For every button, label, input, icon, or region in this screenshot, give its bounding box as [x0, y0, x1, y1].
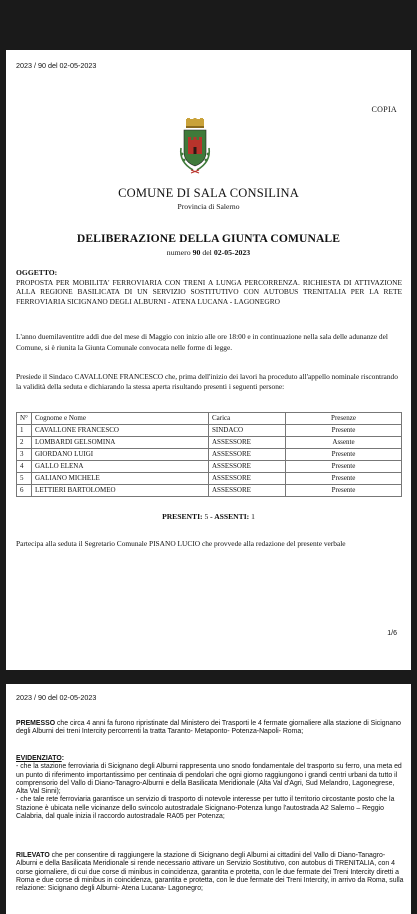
cell-presenza: Presente [286, 461, 402, 473]
cell-name: LETTIERI BARTOLOMEO [32, 485, 209, 497]
premesso-paragraph [16, 720, 406, 737]
intro-paragraph: L'anno duemilaventitre addì due del mese di Maggio con inizio alle ore 18:00 e in continuazione nella sala delle adunanze del Comune, si è riunita la Giunta Comunale convocata nelle forme di legge. [16, 332, 388, 352]
table-row [17, 473, 402, 485]
oggetto-label: OGGETTO: [16, 268, 58, 277]
oggetto-text: PROPOSTA PER MOBILITA' FERROVIARIA CON TRENI A LUNGA PERCORRENZA. RICHIESTA DI ATTIVAZIONE ALLA REGIONE BASILICATA DI UN SERVIZIO SOSTITUTIVO CON AUTOBUS TRENITALIA PER LA RETE FERROVIARIA SICIGNANO DEGLI ALBURNI - ATENA LUCANA - LAGONEGRO [16, 278, 402, 306]
cell-carica: ASSESSORE [209, 461, 286, 473]
deliberazione-title: DELIBERAZIONE DELLA GIUNTA COMUNALE [76, 232, 341, 245]
cell-presenza: Assente [286, 437, 402, 449]
copia-label: COPIA [371, 105, 397, 114]
assenti-label: - ASSENTI: [208, 512, 252, 521]
page-header-reference: 2023 / 90 del 02-05-2023 [16, 693, 97, 702]
cell-presenza: Presente [286, 449, 402, 461]
numero-suffix: del [200, 248, 214, 257]
assenti-value: 1 [251, 512, 255, 521]
cell-number: 5 [17, 473, 32, 485]
premesso-text: che circa 4 anni fa furono ripristinate dal Ministero dei Trasporti le 4 fermate giornaliere alla stazione di Sicignano degli Alburni dei treni Intercity percorrenti la tratta Taranto- Metaponto- Potenza-Napoli- Roma; [16, 720, 401, 736]
presenti-summary [6, 512, 411, 521]
cell-number: 6 [17, 485, 32, 497]
cell-presenza: Presente [286, 485, 402, 497]
cell-number: 1 [17, 425, 32, 437]
deliberazione-number [6, 248, 411, 257]
rilevato-paragraph [16, 852, 406, 893]
page-header-reference: 2023 / 90 del 02-05-2023 [16, 61, 97, 70]
partecipa-paragraph: Partecipa alla seduta il Segretario Comunale PISANO LUCIO che provvede alla redazione del presente verbale [16, 539, 346, 548]
cell-name: LOMBARDI GELSOMINA [32, 437, 209, 449]
numero-prefix: numero [166, 248, 193, 257]
table-row [17, 425, 402, 437]
cell-carica: SINDACO [209, 425, 286, 437]
table-row [17, 449, 402, 461]
municipal-crest-icon [177, 118, 213, 178]
rilevato-label: RILEVATO [16, 852, 50, 859]
cell-number: 4 [17, 461, 32, 473]
table-header-row [17, 413, 402, 425]
page-number: 1/6 [387, 630, 397, 637]
document-page-2 [6, 684, 411, 914]
presenti-label: PRESENTI: [162, 512, 205, 521]
comune-name: COMUNE DI SALA CONSILINA [118, 186, 299, 200]
premesso-label: PREMESSO [16, 720, 56, 727]
cell-name: CAVALLONE FRANCESCO [32, 425, 209, 437]
provincia-name: Provincia di Salerno [177, 202, 240, 211]
cell-name: GALLO ELENA [32, 461, 209, 473]
presiede-paragraph: Presiede il Sindaco CAVALLONE FRANCESCO che, prima dell'inizio dei lavori ha proceduto all'appello nominale riscontrando la validità della seduta e dichiarando la stessa aperta risultando presenti i seguenti persone: [16, 372, 398, 392]
cell-presenza: Presente [286, 473, 402, 485]
table-row [17, 485, 402, 497]
cell-presenza: Presente [286, 425, 402, 437]
evidenziato-paragraph [16, 755, 406, 821]
col-header-number: N° [17, 413, 32, 425]
col-header-name: Cognome e Nome [32, 413, 209, 425]
evidenziato-item-1: - che la stazione ferroviaria di Sicignano degli Alburni rappresenta uno snodo fondamentale del trasporto su ferro, una meta ed un punto di riferimento importantissimo per centinaia di pendolari che ogni giorno raggiungono i grandi centri urbani da tutto il comprensorio del Vallo di Diano-Tanagro-Alburni e della Basilicata Meridionale (Alta Val d'Agri, Sud Melandro, Lagonegrese, Alta Val Sinni); [16, 763, 402, 796]
cell-carica: ASSESSORE [209, 437, 286, 449]
col-header-presenze: Presenze [286, 413, 402, 425]
cell-number: 3 [17, 449, 32, 461]
table-row [17, 437, 402, 449]
cell-name: GIORDANO LUIGI [32, 449, 209, 461]
cell-number: 2 [17, 437, 32, 449]
numero-value: 90 [192, 248, 201, 257]
evidenziato-label: EVIDENZIATO [16, 755, 62, 762]
members-table [16, 412, 402, 497]
cell-carica: ASSESSORE [209, 485, 286, 497]
cell-carica: ASSESSORE [209, 473, 286, 485]
cell-carica: ASSESSORE [209, 449, 286, 461]
document-page-1 [6, 50, 411, 670]
evidenziato-item-2: - che tale rete ferroviaria garantisce un servizio di trasporto di notevole interesse per tutto il territorio circostante posto che la Stazione è ubicata nelle vicinanze dello svincolo autostradale Sicignano-Potenza lungo l'autostrada A2 Salerno – Reggio Calabria, dal quale inizia il raccordo autostradale RA05 per Potenza; [16, 796, 395, 821]
table-row [17, 461, 402, 473]
numero-date: 02-05-2023 [213, 248, 251, 257]
rilevato-text: che per consentire di raggiungere la stazione di Sicignano degli Alburni ai cittadini del Vallo di Diano-Tanagro-Alburni e della Basilicata Meridionale si rende necessario attivare un Servizio Sostitutivo, con autobus di TRENITALIA, con 4 corse giornaliere, di cui due corse di minibus in coincidenza, garantita e protetta, con le due fermate dei Treni Intercity diretti a Roma e due corse di minibus in coincidenza, garantita e protetta, con le due fermate dei Treni Intercity, in arrivo da Roma, sulla relazione: Sicignano degli Alburni- Atena Lucana- Lagonegro; [16, 852, 404, 893]
evidenziato-colon: : [61, 755, 64, 762]
cell-name: GALIANO MICHELE [32, 473, 209, 485]
presenti-value: 5 [204, 512, 209, 521]
col-header-carica: Carica [209, 413, 286, 425]
